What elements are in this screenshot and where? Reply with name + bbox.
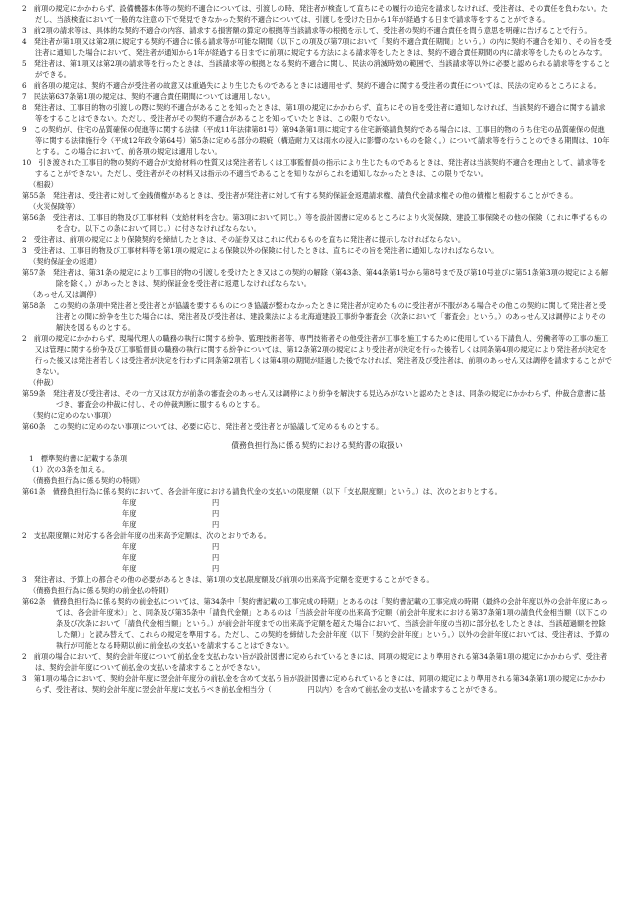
clause-paragraph: 3 発注者は、予算上の都合その他の必要があるときは、第1項の支払限度額及び前項の出来高予定額を変更することができる。 <box>22 575 434 584</box>
yen-unit-label: 円 <box>212 542 220 551</box>
clause-paragraph: 2 受注者は、前項の規定により保険契約を締結したときは、その証券又はこれに代わるものを直ちに発注者に提示しなければならない。 <box>22 235 466 244</box>
section-caption: （火災保険等） <box>29 202 80 211</box>
clause-paragraph: 10 引き渡された工事目的物の契約不適合が支給材料の性質又は発注者若しくは工事監督員の指示により生じたものであるときは、発注者は当該契約不適合を理由として、請求等をすることができない。ただし、受注者がその材料又は指示の不適当であることを知りながらこれを通知しなかったときは、この限りでない。 <box>22 158 607 178</box>
section-caption: （相殺） <box>29 180 58 189</box>
clause-paragraph: 9 この契約が、住宅の品質確保の促進等に関する法律（平成11年法律第81号）第94条第1項に規定する住宅新築請負契約である場合には、工事目的物のうち住宅の品質確保の促進等に関する法律施行令（平成12年政令第64号）第5条に定める部分の瑕疵（構造耐力又は雨水の浸入に影響のないものを除く。）について請求等を行うことのできる期間は、10年とする。この場合において、前各項の規定は適用しない。 <box>22 125 610 156</box>
clause-paragraph: 3 第1項の場合において、契約会計年度に翌会計年度分の前払金を含めて支払う旨が設計図書に定められているときには、同項の規定により準用される第34条第1項の規定にかかわらず、受注者は、契約会計年度に翌会計年度に支払うべき前払金相当分（ 円以内）を含めて前払金の支払いを請求することができる。 <box>22 674 606 694</box>
section-caption: （仲裁） <box>29 378 58 387</box>
article-paragraph: 第60条 この契約に定めのない事項については、必要に応じ、発注者と受注者とが協議して定めるものとする。 <box>22 422 384 431</box>
clause-paragraph: 2 前項の規定にかかわらず、設備機器本体等の契約不適合については、引渡しの時、発注者が検査して直ちにその履行の追完を請求しなければ、受注者は、その責任を負わない。ただし、当該検査において一般的な注意の下で発見できなかった契約不適合については、引渡しを受けた日から1年が経過する日まで請求等をすることができる。 <box>22 4 609 24</box>
yen-unit-label: 円 <box>212 553 220 562</box>
clause-paragraph: 6 前各項の規定は、契約不適合が受注者の故意又は重過失により生じたものであるときには適用せず、契約不適合に関する受注者の責任については、民法の定めるところによる。 <box>22 81 601 90</box>
clause-paragraph: 4 発注者が第1項又は第2項に規定する契約不適合に係る請求等が可能な期間（以下この項及び第7項において「契約不適合責任期間」という。）の内に契約不適合を知り、その旨を受注者に通知した場合において、発注者が通知から1年が経過する日までに前項に規定する方法による請求等をしたときは、契約不適合責任期間の内に請求等をしたものとみなす。 <box>22 37 612 57</box>
fiscal-year-row <box>122 552 612 563</box>
section-caption: （契約に定めのない事項） <box>29 411 116 420</box>
article-paragraph: 第55条 発注者は、受注者に対して金銭債権があるときは、受注者が発注者に対して有する契約保証金返還請求権、請負代金請求権その他の債権と相殺することができる。 <box>22 191 578 200</box>
clause-paragraph: 5 発注者は、第1項又は第2項の請求等を行ったときは、当該請求等の根拠となる契約不適合に関し、民法の消滅時効の範囲で、当該請求等以外に必要と認められる請求等をすることができる。 <box>22 59 611 79</box>
section-caption: （債務負担行為に係る契約の特則） <box>29 476 145 485</box>
clause-paragraph: 3 受注者は、工事目的物及び工事材料等を第1項の規定による保険以外の保険に付したときは、直ちにその旨を発注者に通知しなければならない。 <box>22 246 499 255</box>
fiscal-year-label: 年度 <box>122 553 137 562</box>
section-caption: 1 標準契約書に記載する条項 <box>29 454 128 463</box>
yen-unit-label: 円 <box>212 520 220 529</box>
yen-unit-label: 円 <box>212 564 220 573</box>
article-paragraph: 第56条 受注者は、工事目的物及び工事材料（支給材料を含む。第3項において同じ。）等を設計図書に定めるところにより火災保険、建設工事保険その他の保険（これに準ずるものを含む。以下この条において同じ。）に付さなければならない。 <box>22 213 608 233</box>
section-caption: （契約保証金の返還） <box>29 257 101 266</box>
fiscal-year-label: 年度 <box>122 498 137 507</box>
clause-paragraph: 8 発注者は、工事目的物の引渡しの際に契約不適合があることを知ったときは、第1項の規定にかかわらず、直ちにその旨を受注者に通知しなければ、当該契約不適合に関する請求等をすることはできない。ただし、受注者がその契約不適合があることを知っていたときは、この限りでない。 <box>22 103 606 123</box>
fiscal-year-row <box>122 497 612 508</box>
article-paragraph: 第62条 債務負担行為に係る契約の前金払については、第34条中「契約書記載の工事完成の時期」とあるのは「契約書記載の工事完成の時期（最終の会計年度以外の会計年度にあっては、各会計年度末）」と、同条及び第35条中「請負代金額」とあるのは「当該会計年度の出来高予定額（前会計年度末における第37条第1項の請負代金相当額（以下この条及び次条において「請負代金相当額」という。）が前会計年度までの出来高予定額を超えた場合において、当該会計年度の当初に部分払をしたときは、当該超過額を控除した額）」と読み替えて、これらの規定を準用する。ただし、この契約を締結した会計年度（以下「契約会計年度」という。）以外の会計年度においては、受注者は、予算の執行が可能となる時期以前に前金払の支払いを請求することはできない。 <box>22 597 610 650</box>
fiscal-year-row <box>122 563 612 574</box>
fiscal-year-label: 年度 <box>122 520 137 529</box>
clause-paragraph: 2 前項の規定にかかわらず、現場代理人の職務の執行に関する紛争、監理技術者等、専門技術者その他受注者が工事を施工するために使用している下請負人、労働者等の工事の施工又は管理に関する紛争及び工事監督員の職務の執行に関する紛争については、第12条第2項の規定により受注者が決定を行った後若しくは同条第4項の規定により発注者が決定を行った後又は発注者若しくは受注者が決定を行わずに同条第2項若しくは第4項の期間が経過した後でなければ、発注者及び受注者は、前項のあっせん又は調停を請求することができない。 <box>22 334 612 376</box>
fiscal-year-label: 年度 <box>122 542 137 551</box>
article-paragraph: 第61条 債務負担行為に係る契約において、各会計年度における請負代金の支払いの限度額（以下「支払限度額」という。）は、次のとおりとする。 <box>22 487 502 496</box>
clause-paragraph: 7 民法第637条第1項の規定は、契約不適合責任期間については適用しない。 <box>22 92 275 101</box>
yen-unit-label: 円 <box>212 509 220 518</box>
article-paragraph: 第59条 発注者及び受注者は、その一方又は双方が前条の審査会のあっせん又は調停により紛争を解決する見込みがないと認めたときは、同条の規定にかかわらず、仲裁合意書に基づき、審査会の仲裁に付し、その仲裁判断に服するものとする。 <box>22 389 606 409</box>
clause-paragraph: 2 支払限度額に対応する各会計年度の出来高予定額は、次のとおりである。 <box>22 531 271 540</box>
sub-item: （1）次の3条を加える。 <box>28 465 110 474</box>
fiscal-year-row <box>122 541 612 552</box>
article-paragraph: 第57条 発注者は、第31条の規定により工事目的物の引渡しを受けたとき又はこの契約の解除（第43条、第44条第1号から第8号まで及び第10号並びに第51条第3項の規定による解除を除く。）があったときは、契約保証金を受注者に返還しなければならない。 <box>22 268 609 288</box>
clause-paragraph: 2 前項の場合において、契約会計年度について前払金を支払わない旨が設計図書に定められているときには、同項の規定により準用される第34条第1項の規定にかかわらず、受注者は、契約会計年度について前払金の支払いを請求することができない。 <box>22 652 608 672</box>
fiscal-year-label: 年度 <box>122 509 137 518</box>
yen-unit-label: 円 <box>212 498 220 507</box>
section-caption: （あっせん又は調停） <box>29 290 101 299</box>
fiscal-year-label: 年度 <box>122 564 137 573</box>
section-caption: （債務負担行為に係る契約の前金払の特則） <box>29 586 173 595</box>
section-title: 債務負担行為に係る契約における契約書の取扱い <box>231 441 403 450</box>
article-paragraph: 第58条 この契約の条項中発注者と受注者とが協議を要するものにつき協議が整わなかったときに発注者が定めたものに受注者が不服がある場合その他この契約に関して発注者と受注者との間に紛争を生じた場合には、発注者及び受注者は、建設業法による北海道建設工事紛争審査会（次条において「審査会」という。）のあっせん又は調停によりその解決を図るものとする。 <box>22 301 607 332</box>
clause-paragraph: 3 前2項の請求等は、具体的な契約不適合の内容、請求する損害額の算定の根拠等当該請求等の根拠を示して、受注者の契約不適合責任を問う意思を明確に告げることで行う。 <box>22 26 592 35</box>
fiscal-year-row <box>122 508 612 519</box>
fiscal-year-row <box>122 519 612 530</box>
